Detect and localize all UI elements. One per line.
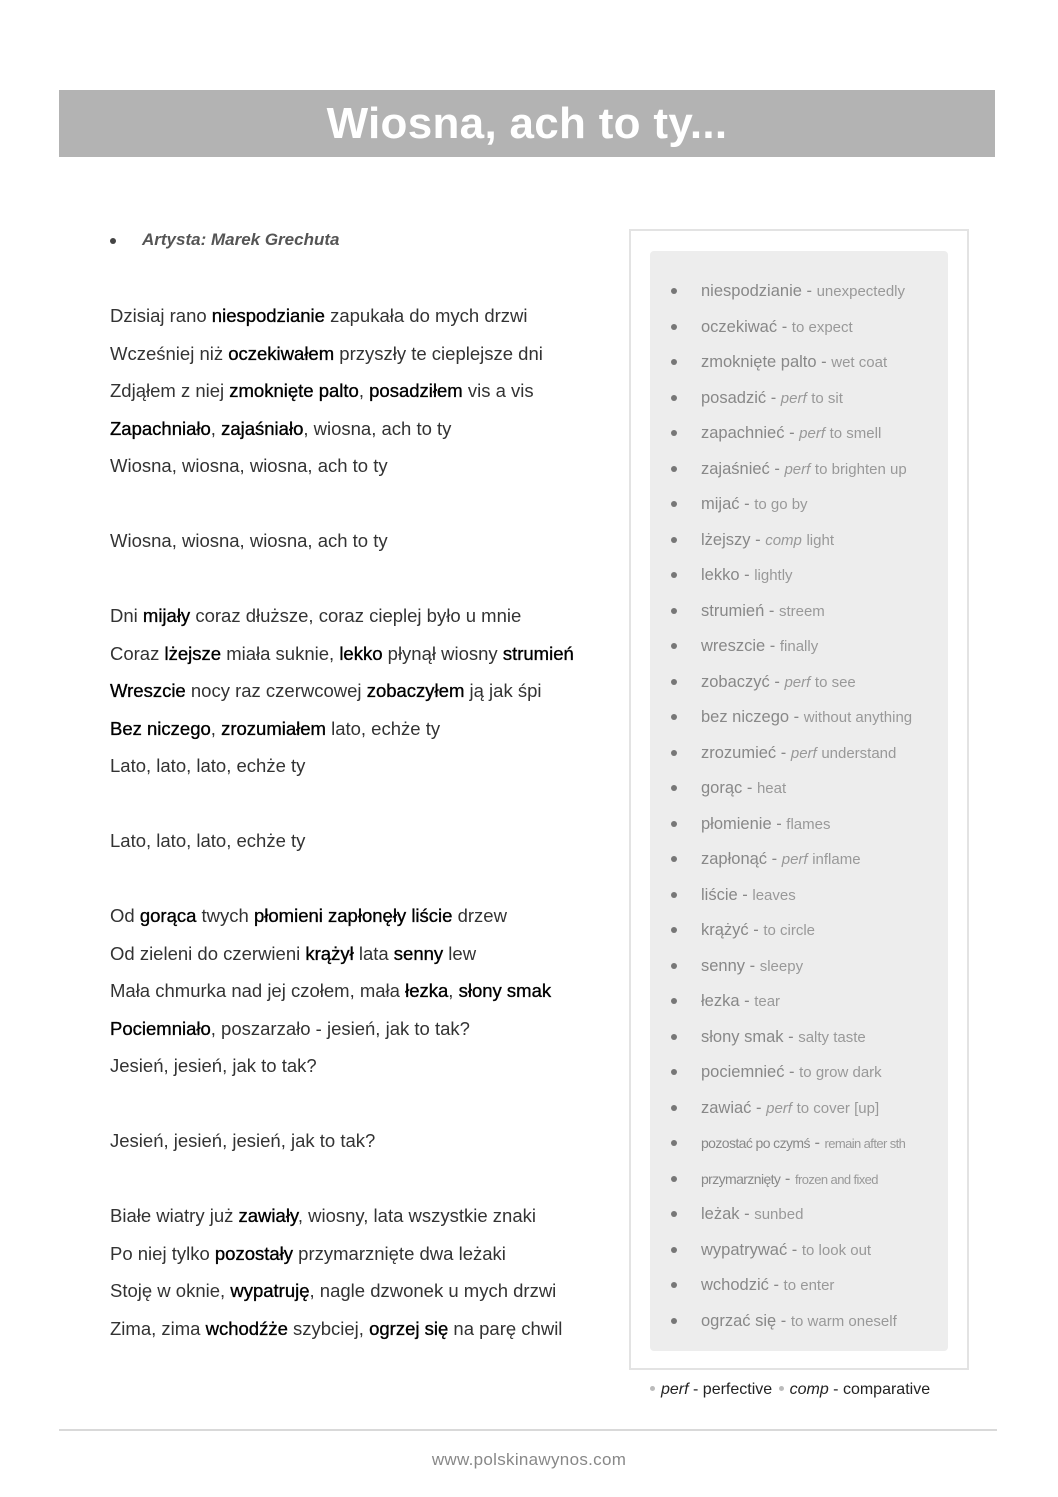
legend-comp-abbr: comp — [789, 1381, 829, 1398]
lyric-line — [110, 1013, 630, 1051]
abbreviation-legend — [648, 1381, 930, 1399]
vocab-polish: zmoknięte palto — [701, 353, 817, 371]
lyric-line — [110, 938, 630, 976]
lyric-line — [110, 413, 630, 451]
vocab-tag: perf — [799, 425, 826, 442]
vocab-polish: zapłonąć — [701, 850, 768, 868]
lyric-text: Dni — [110, 605, 143, 626]
vocab-polish: gorąc — [701, 779, 743, 797]
vocab-item: strumień - streem — [671, 601, 912, 637]
vocab-word: płomieni zapłonęły liście — [253, 905, 453, 926]
vocab-item: słony smak - salty taste — [671, 1027, 912, 1063]
lyric-text: lato, echże ty — [325, 717, 441, 739]
vocab-english: to grow dark — [799, 1064, 882, 1081]
lyric-text: Coraz — [110, 642, 165, 664]
bullet-icon — [671, 537, 677, 543]
legend-bullet-icon — [779, 1386, 784, 1391]
vocab-item: gorąc - heat — [671, 778, 912, 814]
vocab-item: lżejszy - comp light — [671, 530, 912, 566]
vocab-word: łezka — [405, 980, 449, 1001]
legend-perf-abbr: perf — [661, 1381, 689, 1398]
vocab-word: wypatruję — [230, 1280, 310, 1301]
vocab-english: to expect — [791, 318, 853, 336]
vocab-word: strumień — [502, 642, 574, 664]
bullet-icon — [671, 1211, 677, 1217]
vocab-english: to brighten up — [814, 460, 907, 478]
vocabulary-list — [671, 281, 912, 1346]
vocab-word: niespodzianie — [211, 305, 325, 326]
bullet-icon — [671, 821, 677, 827]
lyric-line — [110, 975, 630, 1013]
vocab-tag: perf — [766, 1099, 792, 1117]
vocab-polish: wypatrywać — [701, 1240, 788, 1259]
vocab-english: lightly — [754, 567, 793, 584]
vocab-word: Pociemniało — [110, 1017, 211, 1039]
vocab-english: inflame — [812, 851, 861, 868]
bullet-icon — [671, 892, 677, 898]
vocab-item: zapachnieć - perf to smell — [671, 423, 912, 459]
vocab-word: Zapachniało — [110, 417, 211, 439]
lyric-line — [110, 1125, 630, 1163]
lyric-text: Dzisiaj rano — [110, 305, 212, 326]
bullet-icon — [671, 714, 677, 720]
lyric-text: Po niej tylko — [110, 1242, 215, 1264]
lyric-text: , wiosna, ach to ty — [303, 417, 452, 439]
lyric-text: płynął wiosny — [382, 642, 503, 664]
vocab-item: przymarznięty - frozen and fixed — [671, 1169, 912, 1205]
vocab-item: pociemnieć - to grow dark — [671, 1062, 912, 1098]
bullet-icon — [671, 324, 677, 330]
vocab-item: mijać - to go by — [671, 494, 912, 530]
vocab-item: leżak - sunbed — [671, 1204, 912, 1240]
vocab-item: bez niczego - without anything — [671, 707, 912, 743]
bullet-icon — [671, 466, 677, 472]
lyric-text: Stoję w oknie, — [110, 1280, 231, 1301]
lyric-line — [110, 1200, 630, 1238]
bullet-icon — [671, 998, 677, 1004]
lyric-line — [110, 675, 630, 713]
vocab-polish: leżak — [701, 1205, 740, 1223]
vocab-item: krążyć - to circle — [671, 920, 912, 956]
vocab-item: zmoknięte palto - wet coat — [671, 352, 912, 388]
vocab-word: Bez niczego — [110, 717, 211, 739]
lyric-line — [110, 825, 630, 863]
vocab-item: zawiać - perf to cover [up] — [671, 1098, 912, 1134]
bullet-icon — [671, 750, 677, 756]
vocab-item: niespodzianie - unexpectedly — [671, 281, 912, 317]
vocab-polish: ogrzać się — [701, 1311, 777, 1330]
lyric-line — [110, 1050, 630, 1088]
legend-bullet-icon — [650, 1386, 655, 1391]
lyric-text: Lato, lato, lato, echże ty — [110, 755, 306, 776]
bullet-icon — [671, 501, 677, 507]
vocab-item: zrozumieć - perf understand — [671, 743, 912, 779]
artist-label: Artysta: Marek Grechuta — [142, 230, 340, 249]
vocab-english: streem — [778, 602, 825, 620]
vocab-english: to warm oneself — [790, 1312, 897, 1330]
lyric-line — [110, 600, 630, 638]
vocab-polish: płomienie — [701, 814, 772, 833]
lyric-text: Lato, lato, lato, echże ty — [110, 830, 306, 851]
bullet-icon — [671, 608, 677, 614]
vocab-polish: posadzić — [701, 388, 767, 407]
lyric-text: na parę chwil — [448, 1317, 563, 1339]
bullet-icon — [671, 643, 677, 649]
vocab-word: Wreszcie — [110, 680, 186, 701]
lyric-text: , — [210, 717, 222, 739]
vocab-polish: zobaczyć — [701, 672, 770, 691]
lyric-text: Od — [110, 905, 140, 926]
lyric-text: , — [358, 380, 370, 401]
bullet-icon — [671, 679, 677, 685]
vocab-word: krążył — [305, 942, 354, 964]
vocab-word: zajaśniało — [221, 417, 304, 439]
lyric-text: Jesień, jesień, jak to tak? — [110, 1055, 317, 1076]
bullet-icon — [671, 572, 677, 578]
vocab-item: posadzić - perf to sit — [671, 388, 912, 424]
vocab-english: finally — [779, 638, 819, 655]
vocab-item: ogrzać się - to warm oneself — [671, 1311, 912, 1347]
vocab-tag: perf — [790, 744, 817, 762]
vocab-english: sunbed — [754, 1206, 804, 1223]
vocab-word: senny — [393, 942, 444, 964]
lyric-text: przyszły te cieplejsze dni — [334, 342, 543, 364]
bullet-icon — [671, 785, 677, 791]
lyric-text: Jesień, jesień, jesień, jak to tak? — [110, 1130, 376, 1151]
vocab-english: to see — [814, 673, 856, 691]
bullet-icon — [671, 1318, 677, 1324]
lyric-line — [110, 450, 630, 488]
vocab-polish: wchodzić — [701, 1276, 769, 1294]
stanza-gap — [110, 1088, 630, 1126]
vocab-item: wreszcie - finally — [671, 636, 912, 672]
lyrics-block — [110, 300, 630, 1350]
lyric-line — [110, 750, 630, 788]
lyric-text: Zima, zima — [110, 1317, 206, 1339]
vocab-polish: łezka — [701, 992, 740, 1010]
vocab-english: to go by — [754, 496, 808, 513]
lyric-text: lew — [443, 942, 477, 964]
bullet-icon — [671, 1034, 677, 1040]
vocab-word: pozostały — [214, 1242, 294, 1264]
bullet-icon — [671, 359, 677, 365]
vocab-polish: wreszcie — [701, 637, 766, 655]
bullet-icon — [110, 238, 116, 244]
vocab-word: lekko — [339, 642, 383, 664]
vocab-english: to circle — [763, 922, 816, 939]
vocab-word: oczekiwałem — [228, 342, 335, 364]
vocab-item: zajaśnieć - perf to brighten up — [671, 459, 912, 495]
stanza-gap — [110, 488, 630, 526]
vocab-item: wchodzić - to enter — [671, 1275, 912, 1311]
vocab-word: ogrzej się — [369, 1317, 449, 1339]
vocab-item: pozostać po czymś - remain after sth — [671, 1133, 912, 1169]
bullet-icon — [671, 927, 677, 933]
lyric-text: coraz dłuższe, coraz cieplej było u mnie — [190, 605, 522, 626]
stanza-gap — [110, 1163, 630, 1201]
stanza-gap — [110, 863, 630, 901]
lyric-line — [110, 375, 630, 413]
vocab-tag: perf — [784, 673, 811, 691]
vocab-polish: strumień — [701, 601, 765, 620]
vocab-polish: oczekiwać — [701, 317, 778, 336]
footer-divider — [59, 1429, 997, 1431]
vocab-polish: lżejszy — [701, 530, 751, 549]
vocab-polish: bez niczego — [701, 708, 790, 726]
lyric-text: , — [448, 980, 459, 1001]
bullet-icon — [671, 395, 677, 401]
bullet-icon — [671, 1176, 677, 1182]
vocab-item: senny - sleepy — [671, 956, 912, 992]
vocab-polish: zajaśnieć — [701, 459, 770, 478]
lyric-line — [110, 338, 630, 376]
lyric-text: szybciej, — [287, 1317, 370, 1339]
vocab-word: zmoknięte palto — [229, 380, 359, 401]
vocab-english: wet coat — [831, 354, 888, 371]
vocab-english: tear — [754, 993, 781, 1010]
lyric-text: miała suknie, — [221, 642, 340, 664]
vocab-item: zapłonąć - perf inflame — [671, 849, 912, 885]
lyric-text: ją jak śpi — [464, 680, 542, 701]
vocab-english: sleepy — [759, 957, 804, 975]
vocab-english: salty taste — [798, 1028, 866, 1046]
lyric-line — [110, 713, 630, 751]
lyric-line — [110, 1275, 630, 1313]
lyric-text: Białe wiatry już — [110, 1205, 239, 1226]
vocab-item: wypatrywać - to look out — [671, 1240, 912, 1276]
vocab-english: to look out — [801, 1241, 872, 1259]
lyric-text: Mała chmurka nad jej czołem, mała — [110, 980, 406, 1001]
lyric-text: , — [210, 417, 222, 439]
vocab-polish: liście — [701, 885, 738, 904]
vocab-polish: słony smak — [701, 1027, 784, 1046]
vocab-item: oczekiwać - to expect — [671, 317, 912, 353]
lyric-text: , nagle dzwonek u mych drzwi — [309, 1280, 557, 1301]
vocab-word: gorąca — [139, 905, 197, 926]
artist-line — [110, 230, 339, 250]
vocab-item: lekko - lightly — [671, 565, 912, 601]
vocab-item: łezka - tear — [671, 991, 912, 1027]
lyric-text: vis a vis — [462, 380, 534, 401]
vocab-polish: przymarznięty — [701, 1170, 781, 1187]
vocab-polish: mijać — [701, 495, 740, 513]
bullet-icon — [671, 856, 677, 862]
lyric-text: nocy raz czerwcowej — [185, 680, 367, 701]
vocab-tag: perf — [781, 851, 808, 868]
lyric-text: , wiosny, lata wszystkie znaki — [297, 1205, 536, 1226]
lyric-line — [110, 638, 630, 676]
vocab-polish: pozostać po czymś — [701, 1135, 810, 1151]
lyric-text: przymarznięte dwa leżaki — [293, 1242, 506, 1264]
bullet-icon — [671, 430, 677, 436]
legend-perf-text: - perfective — [688, 1381, 777, 1398]
vocab-english: light — [806, 531, 834, 549]
vocab-english: to cover [up] — [796, 1099, 880, 1117]
vocab-polish: senny — [701, 956, 746, 975]
bullet-icon — [671, 1069, 677, 1075]
vocab-word: zobaczyłem — [366, 680, 465, 701]
vocab-word: mijały — [142, 605, 191, 626]
vocab-word: słony smak — [458, 980, 552, 1001]
stanza-gap — [110, 563, 630, 601]
vocab-english: leaves — [752, 886, 796, 904]
vocab-polish: krążyć — [701, 921, 749, 939]
lyric-text: twych — [196, 905, 254, 926]
vocab-polish: niespodzianie — [701, 282, 802, 300]
vocab-english: without anything — [803, 709, 913, 726]
vocab-item: liście - leaves — [671, 885, 912, 921]
legend-comp-text: - comparative — [828, 1381, 931, 1398]
lyric-line — [110, 1313, 630, 1351]
vocab-english: to sit — [811, 389, 843, 407]
bullet-icon — [671, 1140, 677, 1146]
vocab-polish: pociemnieć — [701, 1063, 785, 1081]
title-banner — [59, 90, 995, 157]
vocab-word: zrozumiałem — [221, 717, 326, 739]
vocab-polish: zapachnieć — [701, 424, 785, 442]
stanza-gap — [110, 788, 630, 826]
lyric-text: Wiosna, wiosna, wiosna, ach to ty — [110, 455, 388, 476]
vocab-word: lżejsze — [164, 642, 222, 664]
bullet-icon — [671, 1105, 677, 1111]
lyric-text: Od zieleni do czerwieni — [110, 942, 306, 964]
vocab-english: flames — [786, 815, 831, 833]
vocab-item: zobaczyć - perf to see — [671, 672, 912, 708]
vocab-polish: zawiać — [701, 1098, 752, 1117]
lyric-text: Wiosna, wiosna, wiosna, ach to ty — [110, 530, 388, 551]
lyric-text: , poszarzało - jesień, jak to tak? — [210, 1017, 470, 1039]
lyric-text: Wcześniej niż — [110, 342, 229, 364]
lyric-text: drzew — [452, 905, 507, 926]
vocab-english: heat — [756, 780, 787, 797]
lyric-text: Zdjąłem z niej — [110, 380, 230, 401]
vocab-polish: zrozumieć — [701, 743, 777, 762]
vocab-word: zawiały — [238, 1205, 298, 1226]
vocab-english: remain after sth — [824, 1136, 906, 1151]
vocab-english: unexpectedly — [816, 283, 905, 300]
footer-url: www.polskinawynos.com — [431, 1450, 627, 1469]
page-title: Wiosna, ach to ty... — [326, 98, 728, 148]
bullet-icon — [671, 1247, 677, 1253]
vocab-tag: comp — [765, 531, 802, 549]
bullet-icon — [671, 963, 677, 969]
vocab-tag: perf — [780, 389, 807, 407]
vocab-english: to enter — [783, 1277, 835, 1294]
vocab-english: frozen and fixed — [795, 1171, 878, 1187]
lyric-line — [110, 900, 630, 938]
vocab-word: posadziłem — [369, 380, 463, 401]
vocab-polish: lekko — [701, 566, 740, 584]
vocabulary-box — [629, 229, 969, 1370]
vocab-tag: perf — [784, 460, 811, 478]
lyric-line — [110, 1238, 630, 1276]
vocab-english: understand — [821, 744, 897, 762]
lyric-line — [110, 300, 630, 338]
bullet-icon — [671, 288, 677, 294]
lyric-text: zapukała do mych drzwi — [324, 305, 528, 326]
lyric-line — [110, 525, 630, 563]
vocab-word: wchodźże — [205, 1317, 288, 1339]
bullet-icon — [671, 1282, 677, 1288]
lyric-text: lata — [353, 942, 394, 964]
vocab-item: płomienie - flames — [671, 814, 912, 850]
vocab-english: to smell — [829, 425, 882, 442]
